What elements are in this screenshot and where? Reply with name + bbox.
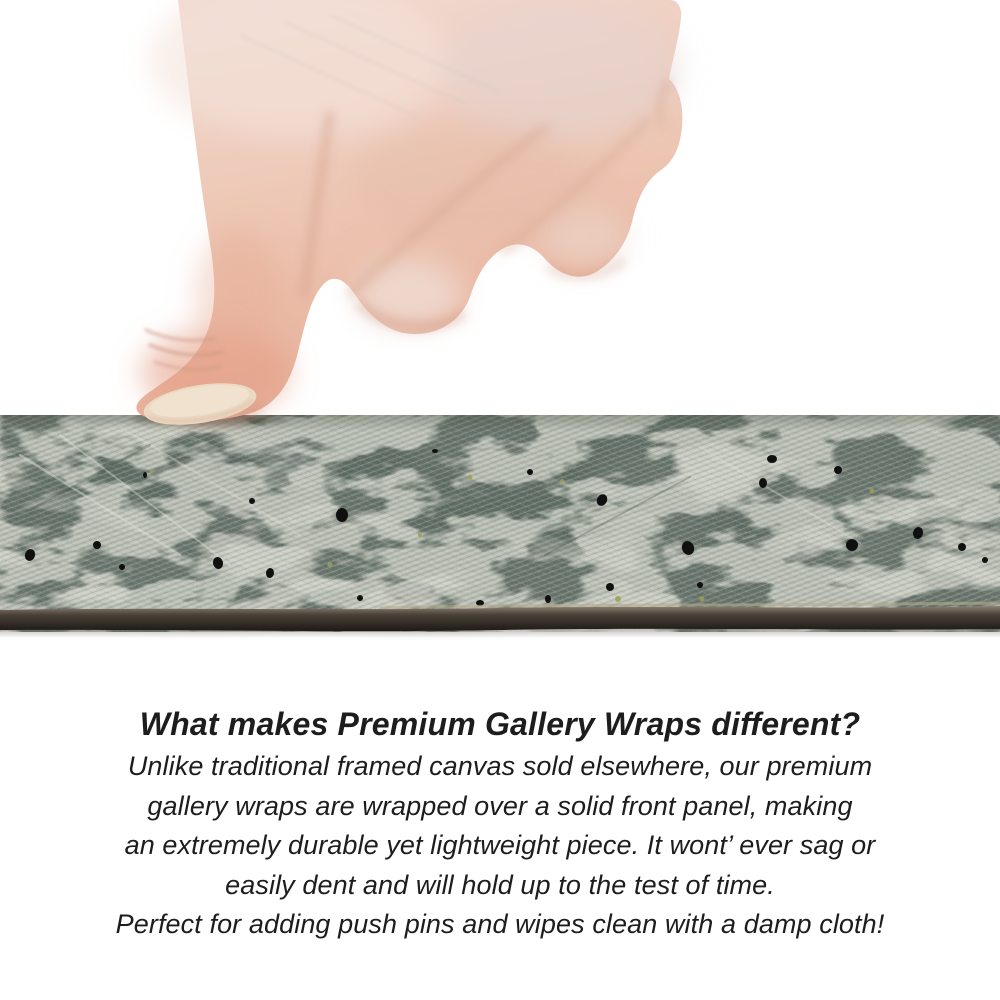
caption-line-2: gallery wraps are wrapped over a solid front panel, making [147,790,853,821]
panel-edge [0,606,1000,631]
caption-line-3: an extremely durable yet lightweight piece. It wont’ ever sag or [124,830,876,860]
caption-line-4: easily dent and will hold up to the test of time. [225,869,775,900]
caption-heading: What makes Premium Gallery Wraps different? [139,706,861,742]
hand [136,0,682,432]
canvas-edge-strip [0,415,1000,640]
canvas-texture [0,415,1000,623]
caption-line-1: Unlike traditional framed canvas sold elsewhere, our premium [127,751,873,781]
caption-block [0,701,1000,945]
caption-line-5: Perfect for adding push pins and wipes clean with a damp cloth! [115,909,885,939]
panel-edge-shadow [0,629,1000,638]
hand-photo [0,0,1000,440]
